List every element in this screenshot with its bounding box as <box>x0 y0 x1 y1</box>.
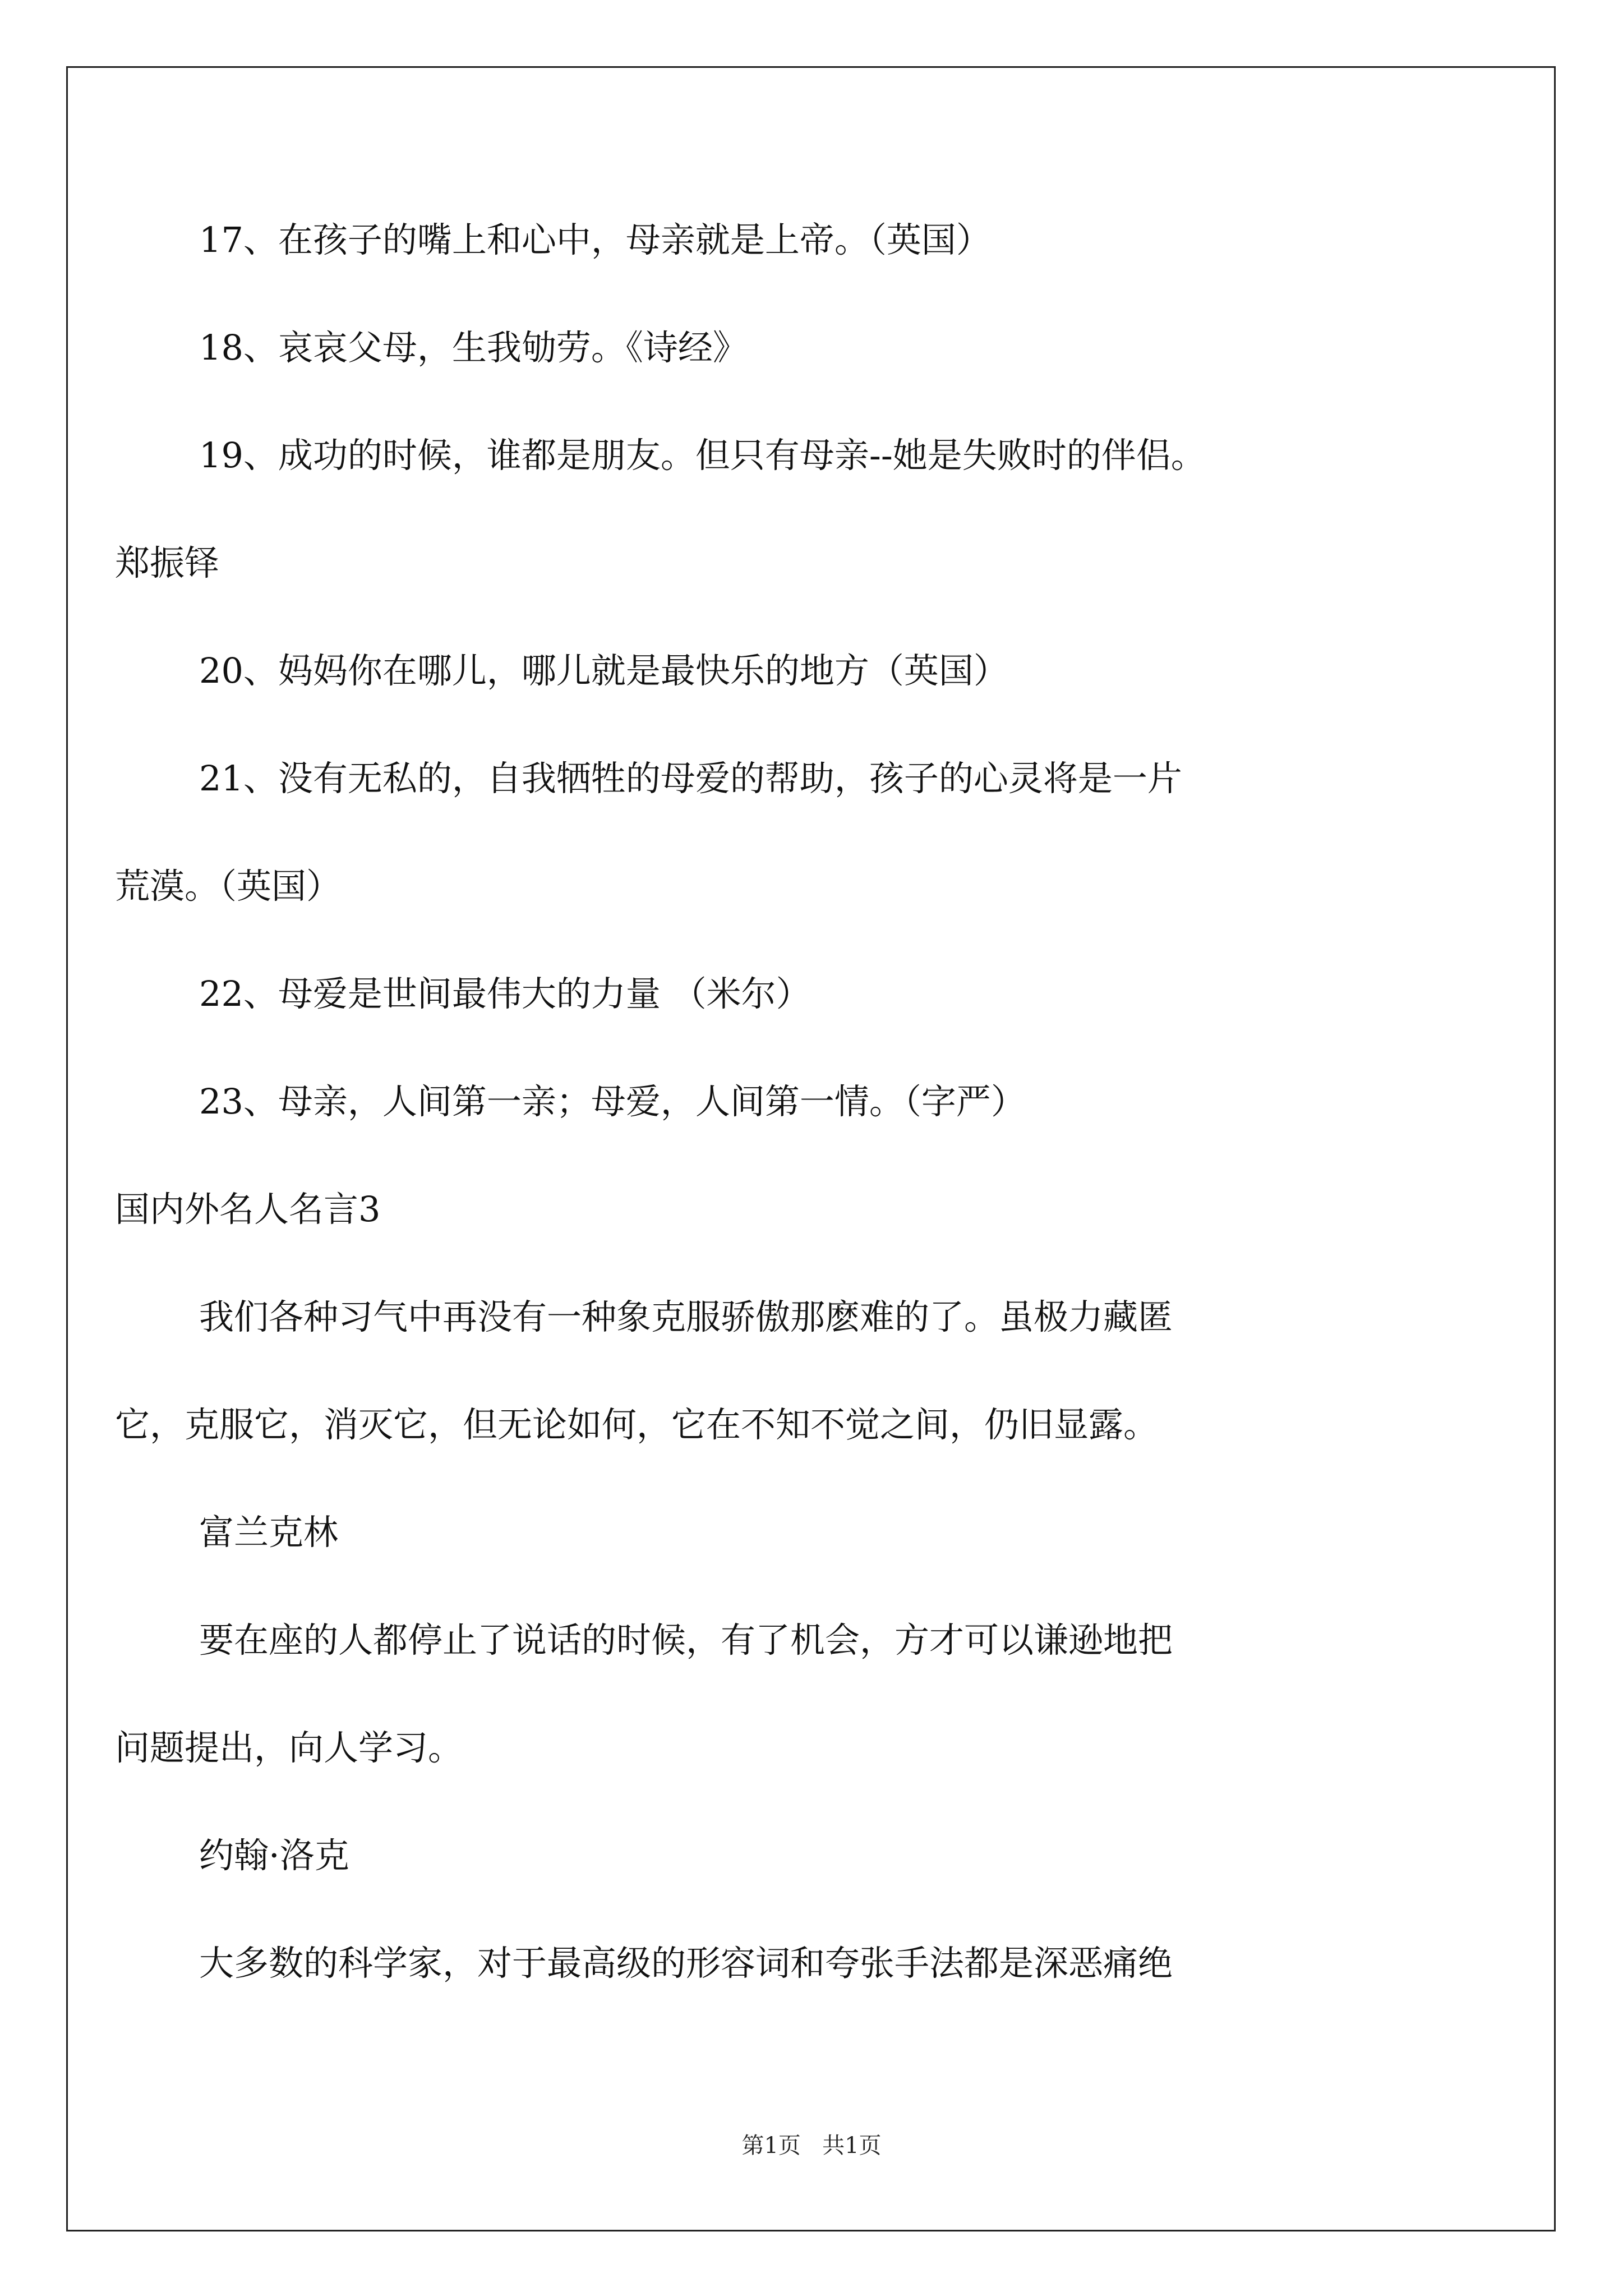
quote-line: 21、没有无私的，自我牺牲的母爱的帮助，孩子的心灵将是一片 <box>199 758 1182 799</box>
document-body <box>115 219 1455 2050</box>
section-heading: 国内外名人名言3 <box>115 1189 381 1230</box>
quote-line-continued: 荒漠。（英国） <box>115 866 342 907</box>
page-number: 第1页 <box>741 2133 801 2159</box>
page-footer <box>0 2132 1623 2160</box>
quote-author: 约翰·洛克 <box>199 1835 349 1876</box>
quote-line: 22、母爱是世间最伟大的力量 （米尔） <box>199 973 811 1014</box>
quote-line: 大多数的科学家，对于最高级的形容词和夸张手法都是深恶痛绝 <box>199 1943 1173 1984</box>
quote-line: 我们各种习气中再没有一种象克服骄傲那麽难的了。虽极力藏匿 <box>199 1296 1173 1337</box>
page-total: 共1页 <box>822 2133 882 2159</box>
quote-line: 20、妈妈你在哪儿，哪儿就是最快乐的地方（英国） <box>199 650 1008 691</box>
quote-line: 19、成功的时候，谁都是朋友。但只有母亲--她是失败时的伴侣。 <box>199 435 1206 476</box>
quote-line: 18、哀哀父母，生我劬劳。《诗经》 <box>199 327 748 368</box>
quote-line: 要在座的人都停止了说话的时候，有了机会，方才可以谦逊地把 <box>199 1619 1173 1660</box>
quote-author: 郑振铎 <box>115 542 220 583</box>
quote-author: 富兰克林 <box>199 1512 339 1553</box>
quote-line-continued: 问题提出，向人学习。 <box>115 1727 463 1768</box>
quote-line: 23、母亲，人间第一亲；母爱，人间第一情。（字严） <box>199 1081 1026 1122</box>
quote-line-continued: 它，克服它，消灭它，但无论如何，它在不知不觉之间，仍旧显露。 <box>115 1404 1159 1445</box>
quote-line: 17、在孩子的嘴上和心中，母亲就是上帝。（英国） <box>199 219 991 260</box>
